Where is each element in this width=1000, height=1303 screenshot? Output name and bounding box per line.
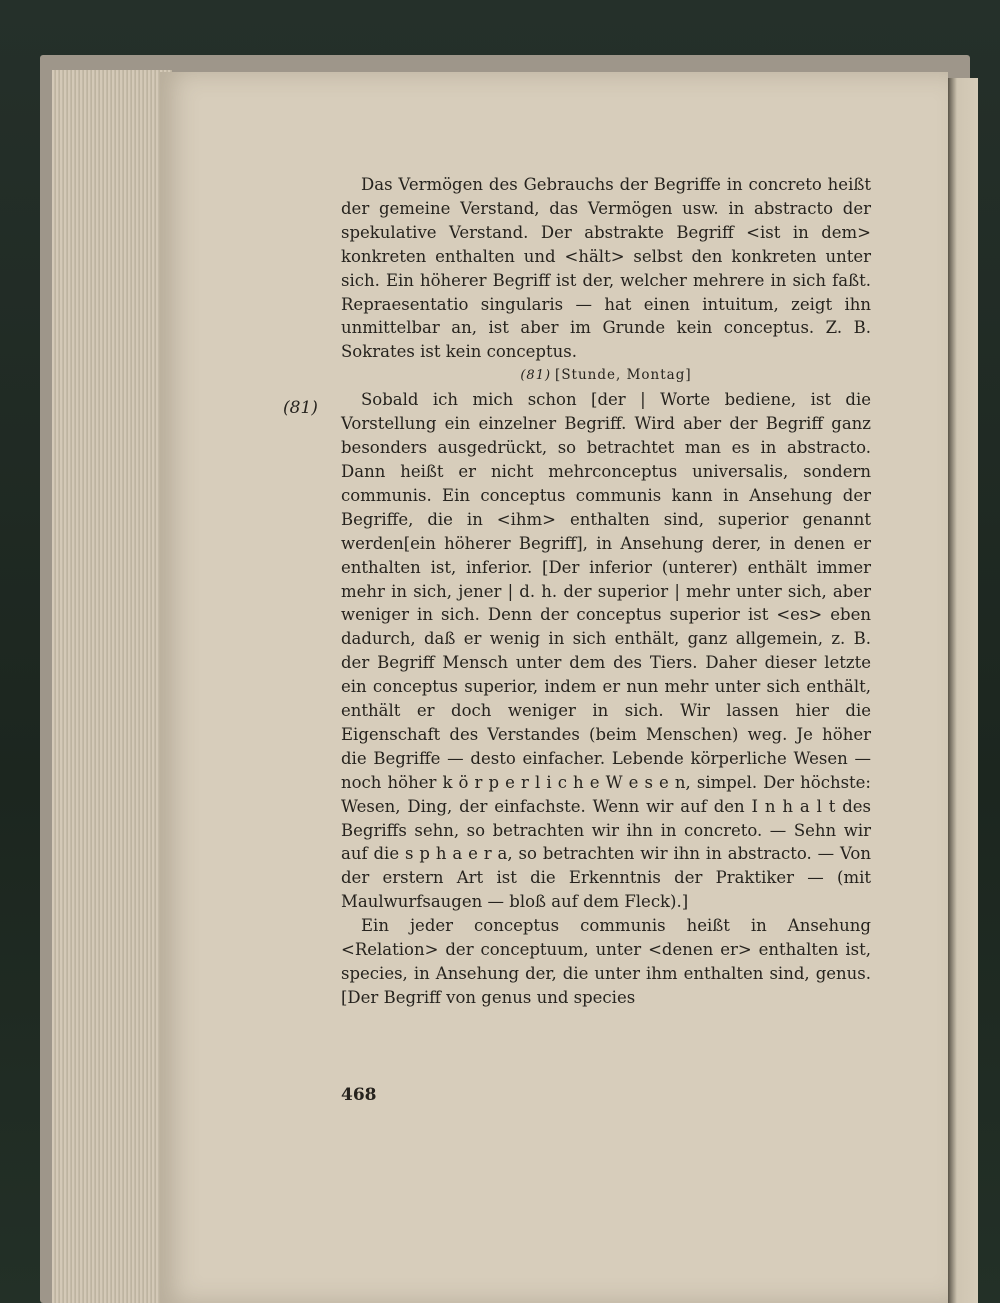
paragraph: Das Vermögen des Gebrauchs der Begriffe in concreto heißt der gemeine Verstand, das Vermögen usw. in abstracto der spekulative Verstand. Der abstrakte Begriff <ist in dem> konkreten enthalten und <hält> selbst den konkreten unter sich. Ein höherer Begriff ist der, welcher mehrere in sich faßt. Repraesentatio singularis — hat einen intuitum, zeigt ihn unmittelbar an, ist aber im Grunde kein conceptus. Z. B. Sokrates ist kein conceptus. [341, 175, 871, 362]
paragraph: Ein jeder conceptus communis heißt in Ansehung <Relation> der conceptuum, unter <denen er> enthalten ist, species, in Ansehung der, die unter ihm enthalten sind, genus. [Der Begriff von genus und species [341, 916, 871, 1007]
facing-page-edge [948, 78, 978, 1303]
main-text [341, 173, 871, 1010]
page-edges [52, 70, 172, 1303]
session-label: [Stunde, Montag] [555, 367, 692, 384]
session-marker: (81) [520, 368, 552, 384]
paragraph: Sobald ich mich schon [der | Worte bediene, ist die Vorstellung ein einzelner Begriff. Wird aber der Begriff ganz besonders ausgedrückt, so betrachtet man es in abstracto. Dann heißt er nicht mehrconceptus universalis, sondern communis. Ein conceptus communis kann in Ansehung der Begriffe, die in <ihm> enthalten sind, superior genannt werden[ein höherer Begriff], in Ansehung derer, in denen er enthalten ist, inferior. [Der inferior (unterer) enthält immer mehr in sich, jener | d. h. der superior | mehr unter sich, aber weniger in sich. Denn der conceptus superior ist <es> eben dadurch, daß er wenig in sich enthält, ganz allgemein, z. B. der Begriff Mensch unter dem des Tiers. Daher dieser letzte ein conceptus superior, indem er nun mehr unter sich enthält, enthält er doch weniger in sich. Wir lassen hier die Eigenschaft des Verstandes (beim Menschen) weg. Je höher die Begriffe — desto einfacher. Lebende körperliche Wesen — noch höher k ö r p e r l i c h e W e s e n, simpel. Der höchste: Wesen, Ding, der einfachste. Wenn wir auf den I n h a l t des Begriffs sehn, so betrachten wir ihn in concreto. — Sehn wir auf die s p h a e r a, so betrachten wir ihn in abstracto. — Von der erstern Art ist die Erkenntnis der Praktiker — (mit Maulwurfsaugen — bloß auf dem Fleck).] [341, 390, 871, 912]
session-heading [341, 365, 871, 386]
margin-marker: (81) [283, 398, 318, 418]
page-number: 468 [341, 1085, 377, 1105]
